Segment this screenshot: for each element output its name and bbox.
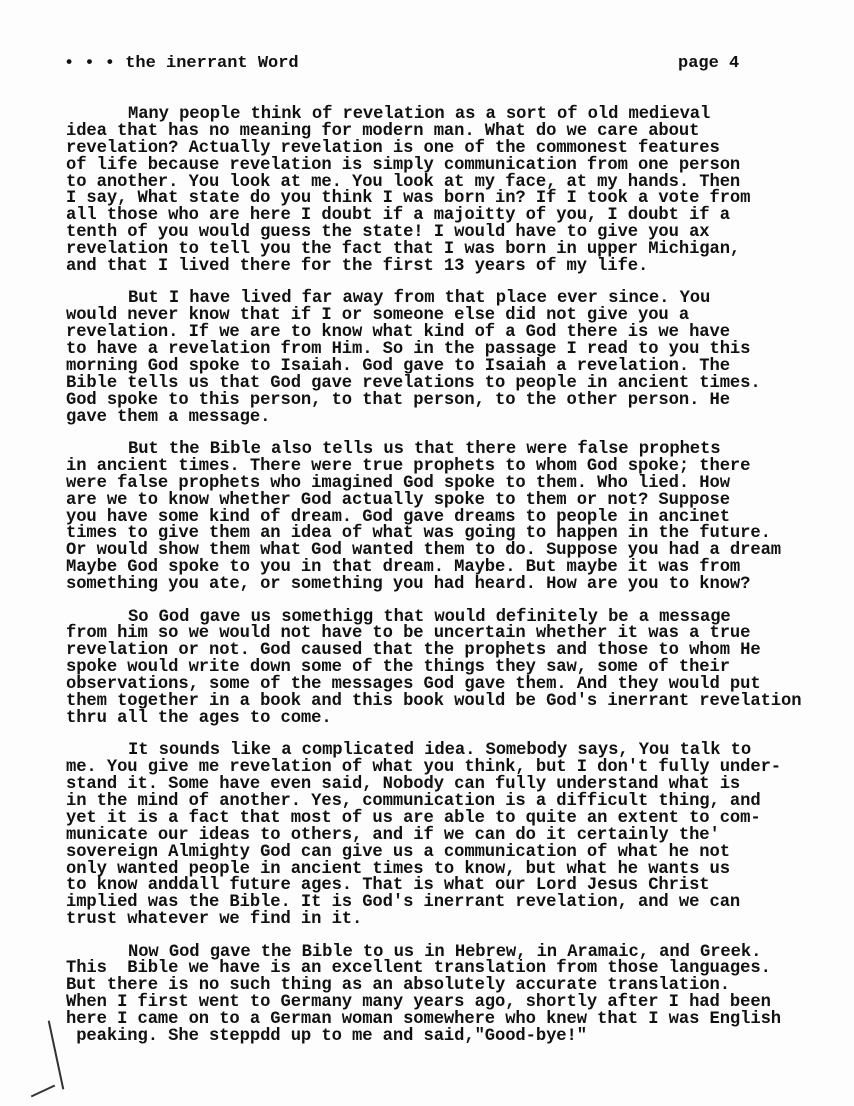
text-line: But there is no such thing as an absolutely accurate translation. (66, 976, 730, 996)
text-line: them together in a book and this book would be God's inerrant revelation (66, 692, 802, 711)
text-line: here I came on to a German woman somewhere who knew that I was English (66, 1010, 781, 1030)
paragraph (66, 107, 826, 276)
paragraph (66, 607, 826, 728)
text-line: municate our ideas to others, and if we can do it certainly the' (66, 825, 720, 845)
text-line: It sounds like a complicated idea. Somebody says, You talk to (128, 741, 752, 761)
text-line: But I have lived far away from that place ever since. You (128, 289, 711, 309)
text-line: me. You give me revelation of what you think, but I don't fully under- (66, 758, 781, 778)
text-line: all those who are here I doubt if a majoitty of you, I doubt if a (66, 206, 730, 226)
text-line: to have a revelation from Him. So in the passage I read to you this (66, 340, 751, 360)
text-line: But the Bible also tells us that there were false prophets (128, 440, 721, 460)
text-line: revelation. If we are to know what kind of a God there is we have (66, 323, 730, 343)
text-line: peaking. She steppdd up to me and said,"Good-bye!" (66, 1027, 587, 1047)
text-line: observations, some of the messages God gave them. And they would put (66, 675, 761, 695)
text-line: of life because revelation is simply communication from one person (66, 155, 741, 175)
text-line: trust whatever we find in it. (66, 910, 363, 930)
text-line: God spoke to this person, to that person, to the other person. He (66, 390, 730, 410)
text-line: stand it. Some have even said, Nobody can fully understand what is (66, 775, 741, 795)
paragraph (66, 743, 826, 929)
text-line: Maybe God spoke to you in that dream. Maybe. But maybe it was from (66, 558, 741, 578)
paragraph (66, 291, 826, 426)
text-line: and that I lived there for the first 13 years of my life. (66, 257, 649, 277)
text-line: to another. You look at me. You look at my face, at my hands. Then (66, 172, 741, 192)
text-line: you have some kind of dream. God gave dreams to people in ancinet (66, 507, 730, 527)
text-line: Bible tells us that God gave revelations to people in ancient times. (66, 373, 761, 393)
text-line: implied was the Bible. It is God's inerrant revelation, and we can (66, 893, 741, 913)
text-line: When I first went to Germany many years ago, shortly after I had been (66, 993, 771, 1013)
text-line: This Bible we have is an excellent translation from those languages. (66, 959, 771, 979)
text-line: were false prophets who imagined God spoke to them. Who lied. How (66, 473, 730, 493)
text-line: Many people think of revelation as a sort of old medieval (128, 105, 711, 124)
paragraph (66, 942, 826, 1047)
text-line: are we to know whether God actually spoke to them or not? Suppose (66, 490, 730, 510)
document-body (66, 107, 826, 1061)
text-line: in ancient times. There were true prophets to whom God spoke; there (66, 456, 751, 476)
text-line: Or would show them what God wanted them to do. Suppose you had a dream (66, 541, 781, 561)
text-line: revelation or not. God caused that the prophets and those to whom He (66, 641, 761, 661)
text-line: thru all the ages to come. (66, 708, 332, 728)
text-line: morning God spoke to Isaiah. God gave to Isaiah a revelation. The (66, 356, 730, 376)
page-edge-mark (48, 1021, 65, 1090)
text-line: spoke would write down some of the things they saw, some of their (66, 658, 730, 678)
text-line: in the mind of another. Yes, communication is a difficult thing, and (66, 791, 761, 811)
text-line: something you ate, or something you had heard. How are you to know? (66, 575, 751, 595)
text-line: sovereign Almighty God can give us a communication of what he not (66, 842, 730, 862)
text-line: gave them a message. (66, 407, 271, 427)
text-line: idea that has no meaning for modern man. What do we care about (66, 121, 700, 141)
text-line: to know anddall future ages. That is what our Lord Jesus Christ (66, 876, 710, 896)
running-title: • • • the inerrant Word (64, 54, 299, 73)
text-line: Now God gave the Bible to us in Hebrew, in Aramaic, and Greek. (128, 942, 762, 962)
text-line: from him so we would not have to be uncertain whether it was a true (66, 624, 751, 644)
text-line: I say, What state do you think I was born in? If I took a vote from (66, 189, 751, 209)
text-line: would never know that if I or someone else did not give you a (66, 306, 690, 326)
text-line: tenth of you would guess the state! I would have to give you ax (66, 223, 710, 243)
text-line: So God gave us somethigg that would definitely be a message (128, 607, 731, 627)
page-number: page 4 (678, 54, 740, 73)
text-line: revelation to tell you the fact that I was born in upper Michigan, (66, 240, 741, 260)
text-line: only wanted people in ancient times to know, but what he wants us (66, 859, 730, 879)
text-line: revelation? Actually revelation is one of the commonest features (66, 138, 720, 158)
text-line: yet it is a fact that most of us are able to quite an extent to com- (66, 808, 761, 828)
page-edge-mark (31, 1085, 55, 1098)
paragraph (66, 442, 826, 594)
text-line: times to give them an idea of what was going to happen in the future. (66, 524, 771, 544)
